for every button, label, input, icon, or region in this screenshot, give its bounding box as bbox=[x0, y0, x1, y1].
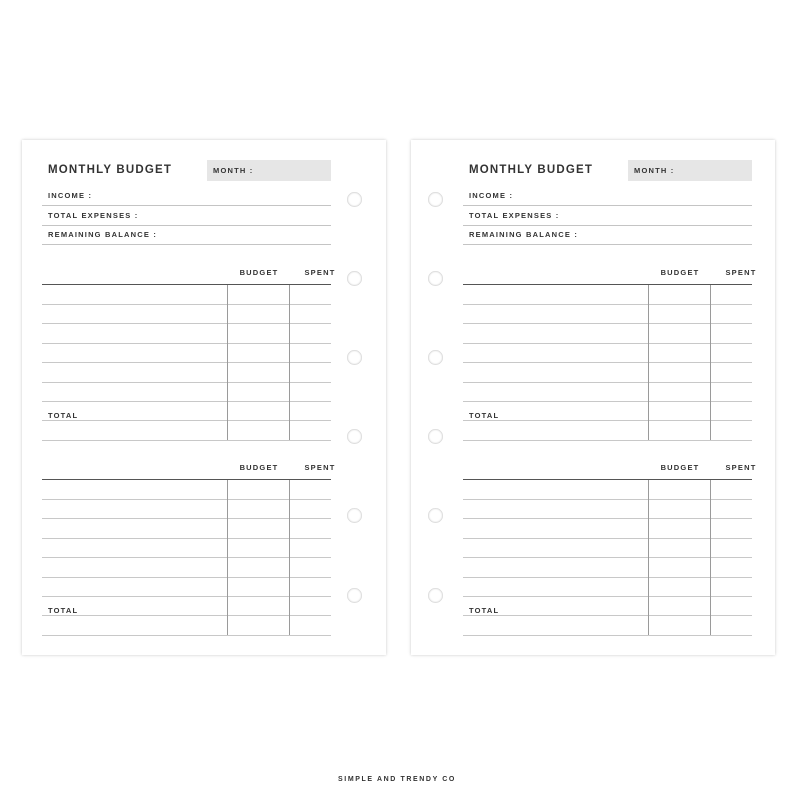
spent-column-header: SPENT bbox=[304, 463, 336, 472]
table-row-line bbox=[463, 518, 752, 519]
table-row-line bbox=[42, 499, 331, 500]
column-divider bbox=[710, 480, 711, 635]
budget-column-header: BUDGET bbox=[239, 463, 279, 472]
punch-hole bbox=[428, 508, 443, 523]
spent-column-header: SPENT bbox=[304, 268, 336, 277]
table-row-line bbox=[42, 635, 331, 636]
month-field[interactable] bbox=[207, 160, 331, 181]
month-label: MONTH : bbox=[213, 166, 254, 175]
remaining-balance-label: REMAINING BALANCE : bbox=[48, 230, 158, 239]
total-expenses-field[interactable] bbox=[42, 205, 331, 226]
punch-hole bbox=[347, 192, 362, 207]
header-rule bbox=[42, 284, 331, 285]
planner-page-left bbox=[22, 140, 386, 655]
punch-hole bbox=[347, 350, 362, 365]
table-row-line bbox=[463, 615, 752, 616]
punch-hole bbox=[428, 192, 443, 207]
income-field[interactable] bbox=[42, 185, 331, 206]
table-row-line bbox=[42, 362, 331, 363]
page-title: MONTHLY BUDGET bbox=[48, 164, 173, 176]
punch-hole bbox=[347, 588, 362, 603]
remaining-balance-field[interactable] bbox=[463, 224, 752, 245]
column-divider bbox=[289, 480, 290, 635]
table-row-line bbox=[42, 518, 331, 519]
planner-page-right bbox=[411, 140, 775, 655]
punch-hole bbox=[428, 588, 443, 603]
page-title: MONTHLY BUDGET bbox=[469, 164, 594, 176]
header-rule bbox=[42, 479, 331, 480]
table-row-line bbox=[463, 499, 752, 500]
table-row-line bbox=[42, 557, 331, 558]
table-row-line bbox=[463, 343, 752, 344]
table-row-line bbox=[463, 596, 752, 597]
table-row-line bbox=[463, 362, 752, 363]
table-row-line bbox=[42, 323, 331, 324]
total-label: TOTAL bbox=[469, 411, 500, 420]
table-row-line bbox=[42, 538, 331, 539]
spent-column-header: SPENT bbox=[725, 463, 757, 472]
column-divider bbox=[289, 285, 290, 440]
table-row-line bbox=[42, 343, 331, 344]
column-divider bbox=[710, 285, 711, 440]
table-row-line bbox=[42, 304, 331, 305]
table-row-line bbox=[463, 577, 752, 578]
table-row-line bbox=[42, 420, 331, 421]
month-label: MONTH : bbox=[634, 166, 675, 175]
table-row-line bbox=[463, 323, 752, 324]
table-row-line bbox=[42, 577, 331, 578]
budget-column-header: BUDGET bbox=[660, 463, 700, 472]
table-row-line bbox=[42, 615, 331, 616]
budget-column-header: BUDGET bbox=[239, 268, 279, 277]
spent-column-header: SPENT bbox=[725, 268, 757, 277]
budget-table bbox=[463, 463, 757, 635]
header-rule bbox=[463, 479, 752, 480]
punch-hole bbox=[428, 429, 443, 444]
table-row-line bbox=[463, 420, 752, 421]
total-label: TOTAL bbox=[48, 606, 79, 615]
table-row-line bbox=[463, 440, 752, 441]
table-row-line bbox=[463, 635, 752, 636]
income-label: INCOME : bbox=[469, 191, 514, 200]
punch-hole bbox=[428, 271, 443, 286]
punch-hole bbox=[347, 508, 362, 523]
column-divider bbox=[227, 480, 228, 635]
table-row-line bbox=[42, 596, 331, 597]
punch-hole bbox=[347, 429, 362, 444]
table-row-line bbox=[463, 382, 752, 383]
punch-hole bbox=[428, 350, 443, 365]
remaining-balance-label: REMAINING BALANCE : bbox=[469, 230, 579, 239]
column-divider bbox=[227, 285, 228, 440]
month-field[interactable] bbox=[628, 160, 752, 181]
budget-table bbox=[463, 268, 757, 440]
total-expenses-label: TOTAL EXPENSES : bbox=[469, 211, 560, 220]
income-field[interactable] bbox=[463, 185, 752, 206]
brand-footer: SIMPLE AND TRENDY CO bbox=[338, 776, 456, 783]
table-row-line bbox=[42, 401, 331, 402]
income-label: INCOME : bbox=[48, 191, 93, 200]
budget-column-header: BUDGET bbox=[660, 268, 700, 277]
total-expenses-field[interactable] bbox=[463, 205, 752, 226]
budget-table bbox=[42, 463, 336, 635]
table-row-line bbox=[463, 401, 752, 402]
column-divider bbox=[648, 480, 649, 635]
table-row-line bbox=[463, 304, 752, 305]
total-label: TOTAL bbox=[469, 606, 500, 615]
table-row-line bbox=[42, 440, 331, 441]
total-expenses-label: TOTAL EXPENSES : bbox=[48, 211, 139, 220]
remaining-balance-field[interactable] bbox=[42, 224, 331, 245]
budget-table bbox=[42, 268, 336, 440]
column-divider bbox=[648, 285, 649, 440]
table-row-line bbox=[463, 557, 752, 558]
table-row-line bbox=[463, 538, 752, 539]
total-label: TOTAL bbox=[48, 411, 79, 420]
table-row-line bbox=[42, 382, 331, 383]
header-rule bbox=[463, 284, 752, 285]
